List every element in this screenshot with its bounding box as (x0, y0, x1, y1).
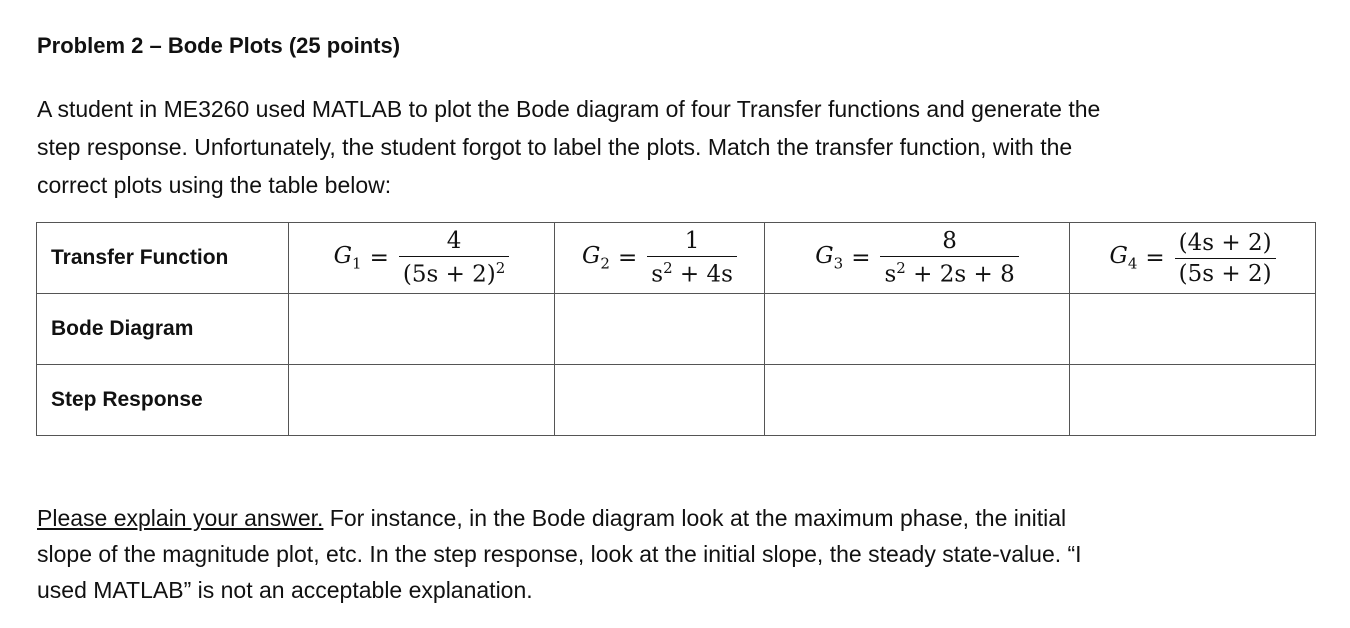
explanation-line: slope of the magnitude plot, etc. In the step response, look at the initial slope, the steady state-value. “I (37, 541, 1082, 567)
answer-cell-bode-g1[interactable] (289, 294, 555, 365)
denominator: $s^2 + 4s$ (647, 256, 737, 288)
numerator: 8 (942, 228, 957, 255)
denominator: $(5s + 2)^2$ (399, 256, 509, 288)
tf-symbol: $G_1$ (333, 243, 362, 273)
answer-cell-bode-g2[interactable] (555, 294, 765, 365)
tf-symbol: $G_2$ (582, 243, 610, 273)
explanation-instructions (37, 500, 1277, 608)
table-row-step-response (37, 365, 1316, 436)
fraction (647, 228, 737, 288)
transfer-function-g4: $G_4$ = $\frac{(4s + 2)}{(5s + 2)}$ (1070, 230, 1315, 287)
numerator: 4 (446, 228, 462, 255)
fraction (880, 228, 1018, 288)
answer-cell-bode-g3[interactable] (765, 294, 1070, 365)
denominator: (5s + 2) (1175, 258, 1276, 287)
problem-title: Problem 2 – Bode Plots (25 points) (37, 33, 401, 58)
answer-cell-bode-g4[interactable] (1070, 294, 1316, 365)
underlined-instruction: Please explain your answer. (37, 505, 324, 531)
transfer-function-g3: $G_3$ = $\frac{8}{s^2 + 2s + 8}$ (765, 228, 1069, 288)
tf-cell-g1 (289, 223, 555, 294)
fraction (1175, 230, 1276, 287)
tf-symbol: $G_4$ (1109, 243, 1138, 273)
row-label: Step Response (37, 365, 289, 436)
table-row-bode-diagram (37, 294, 1316, 365)
tf-symbol: $G_3$ (815, 243, 844, 273)
explanation-line: used MATLAB” is not an acceptable explanation. (37, 577, 533, 603)
denominator: $s^2 + 2s + 8$ (880, 256, 1018, 288)
intro-line: correct plots using the table below: (37, 172, 392, 198)
transfer-function-g2: $G_2$ = $\frac{1}{s^2 + 4s}$ (555, 228, 764, 288)
tf-cell-g2 (555, 223, 765, 294)
intro-line: A student in ME3260 used MATLAB to plot the Bode diagram of four Transfer functions and generate the (37, 96, 1101, 122)
intro-line: step response. Unfortunately, the student forgot to label the plots. Match the transfer function, with the (37, 134, 1073, 160)
answer-cell-step-g3[interactable] (765, 365, 1070, 436)
numerator: 1 (684, 228, 700, 255)
row-label: Transfer Function (37, 223, 289, 294)
answer-cell-step-g1[interactable] (289, 365, 555, 436)
fraction (399, 228, 509, 288)
explanation-line: Please explain your answer. For instance, in the Bode diagram look at the maximum phase, the initial (37, 505, 1067, 531)
tf-cell-g4 (1070, 223, 1316, 294)
row-label: Bode Diagram (37, 294, 289, 365)
tf-cell-g3 (765, 223, 1070, 294)
transfer-function-g1: $G_1$ = $\frac{4}{(5s + 2)^2}$ (289, 228, 554, 288)
table-row-transfer-function (37, 223, 1316, 294)
problem-intro (37, 90, 1277, 204)
numerator: (4s + 2) (1178, 229, 1272, 256)
answer-cell-step-g4[interactable] (1070, 365, 1316, 436)
matching-table (36, 222, 1316, 436)
answer-cell-step-g2[interactable] (555, 365, 765, 436)
